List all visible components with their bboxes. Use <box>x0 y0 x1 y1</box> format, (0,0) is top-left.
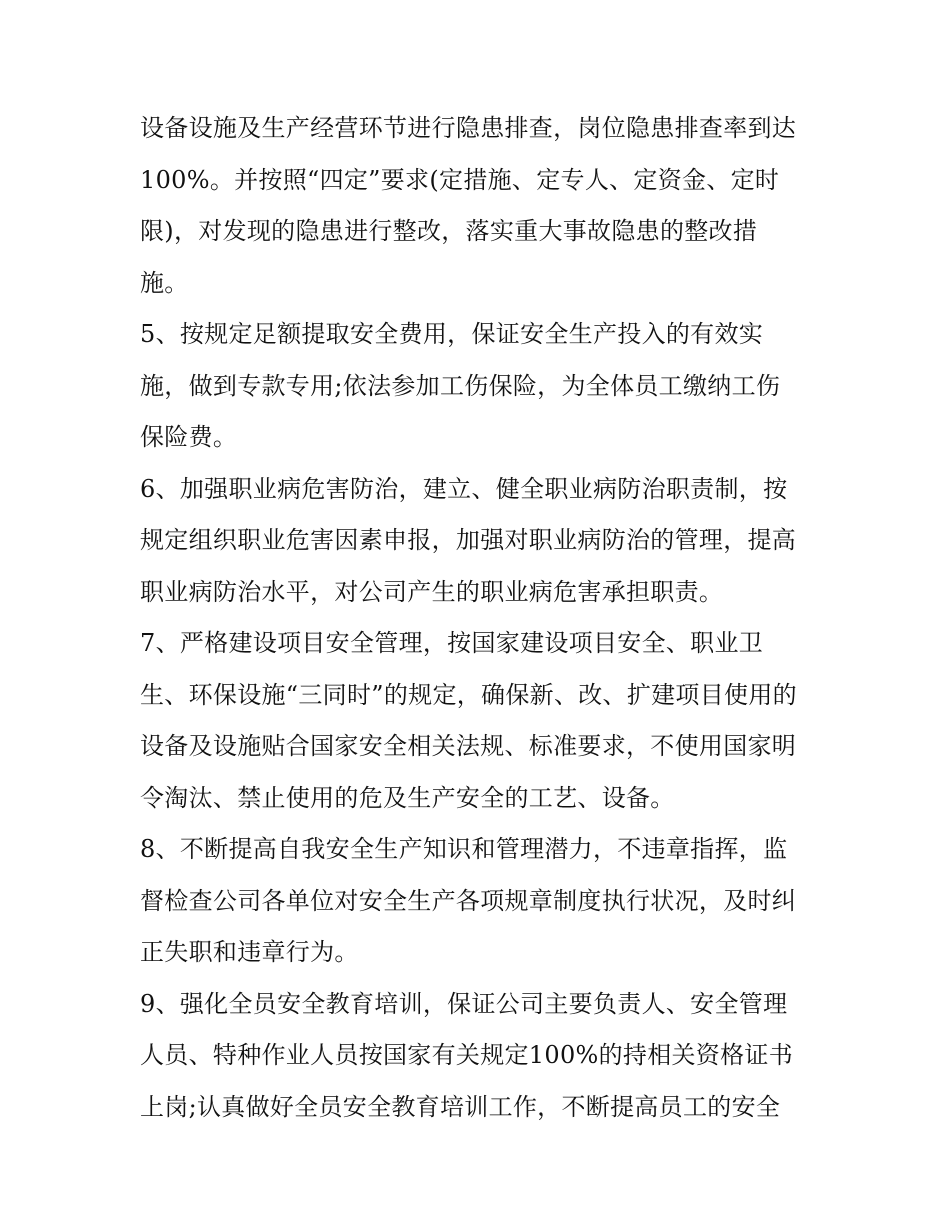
text-line: 正失职和违章行为。 <box>140 938 359 966</box>
text-line: 9、强化全员安全教育培训，保证公司主要负责人、安全管理 <box>140 989 788 1018</box>
text-line: 人员、特种作业人员按国家有关规定100%的持相关资格证书 <box>140 1041 794 1069</box>
text-line: 职业病防治水平，对公司产生的职业病危害承担职责。 <box>140 577 724 606</box>
text-line: 设备及设施贴合国家安全相关法规、标准要求，不使用国家明 <box>140 732 797 760</box>
text-line: 生、环保设施“三同时”的规定，确保新、改、扩建项目使用的 <box>140 680 797 709</box>
text-line: 7、严格建设项目安全管理，按国家建设项目安全、职业卫 <box>140 629 764 657</box>
text-line: 规定组织职业危害因素申报，加强对职业病防治的管理，提高 <box>140 526 797 554</box>
text-line: 5、按规定足额提取安全费用，保证安全生产投入的有效实 <box>140 320 764 348</box>
text-line: 令淘汰、禁止使用的危及生产安全的工艺、设备。 <box>140 783 675 812</box>
text-line: 设备设施及生产经营环节进行隐患排查，岗位隐患排查率到达 <box>140 114 797 142</box>
text-line: 8、不断提高自我安全生产知识和管理潜力，不违章指挥，监 <box>140 835 788 863</box>
text-line: 施，做到专款专用;依法参加工伤保险，为全体员工缴纳工伤 <box>140 371 781 400</box>
text-line: 督检查公司各单位对安全生产各项规章制度执行状况，及时纠 <box>140 886 797 915</box>
text-line: 6、加强职业病危害防治，建立、健全职业病防治职责制，按 <box>140 474 788 503</box>
text-line: 施。 <box>140 268 189 297</box>
text-line: 限)，对发现的隐患进行整改，落实重大事故隐患的整改措 <box>140 217 758 245</box>
text-line: 上岗;认真做好全员安全教育培训工作，不断提高员工的安全 <box>140 1092 781 1121</box>
text-line: 保险费。 <box>140 423 238 451</box>
document-body <box>140 103 820 1133</box>
text-line: 100%。并按照“四定”要求(定措施、定专人、定资金、定时 <box>140 165 780 194</box>
